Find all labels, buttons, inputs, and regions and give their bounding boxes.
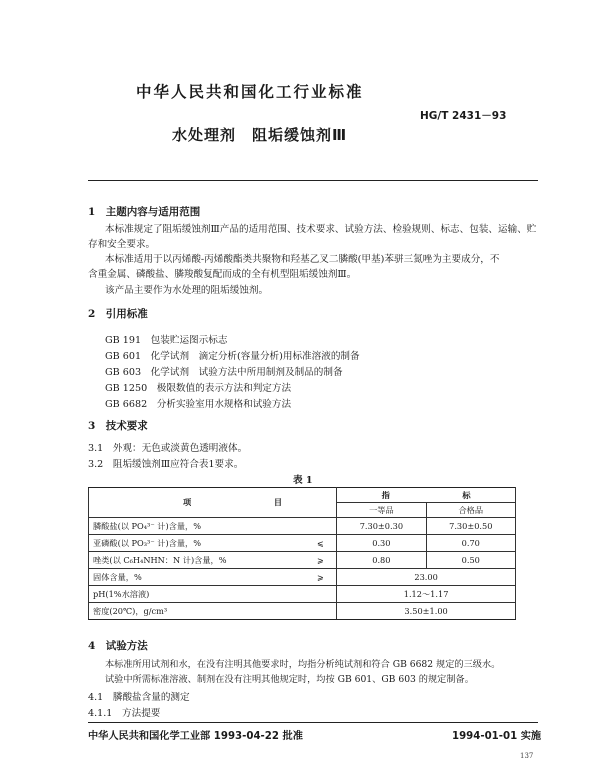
page-number: 137 — [520, 752, 534, 760]
reference-standard: GB 601 化学试剂 滴定分析(容量分析)用标准溶液的制备 — [105, 351, 360, 362]
section-4-para-1: 本标准所用试剂和水，在没有注明其他要求时，均指分析纯试剂和符合 GB 6682 规定的三级水。 — [105, 659, 501, 670]
row-label: pH(1%水溶液) — [89, 586, 305, 603]
table-header-item — [89, 488, 337, 518]
table-header-index — [337, 488, 516, 503]
requirement-table-ref: 3.2 阻垢缓蚀剂Ⅲ应符合表1要求。 — [88, 459, 244, 470]
row-sign: ⩾ — [305, 569, 337, 586]
document-title: 水处理剂 阻垢缓蚀剂Ⅲ — [172, 126, 348, 144]
table-header-item-b: 目 — [273, 497, 283, 507]
row-sign — [305, 586, 337, 603]
row-sign: ⩽ — [305, 535, 337, 552]
section-2-heading: 2 引用标准 — [88, 308, 148, 320]
section-1-para-2-line-2: 含重金属、磷酸盐、膦羧酸复配而成的全有机型阻垢缓蚀剂Ⅲ。 — [88, 269, 357, 280]
section-3-heading: 3 技术要求 — [88, 420, 148, 432]
section-4-heading: 4 试验方法 — [88, 640, 148, 652]
table-header-item-a: 项 — [183, 497, 192, 507]
issuer-approval: 中华人民共和国化学工业部 1993-04-22 批准 — [88, 731, 303, 742]
subsection-4-1: 4.1 膦酸盐含量的测定 — [88, 692, 190, 703]
spec-table — [88, 487, 516, 620]
org-title: 中华人民共和国化工行业标准 — [136, 83, 364, 101]
standard-code: HG/T 2431－93 — [420, 110, 507, 122]
row-label: 亚磷酸(以 PO₃³⁻ 计)含量，% — [89, 535, 305, 552]
section-4-para-2: 试验中所需标准溶液、制剂在没有注明其他规定时，均按 GB 601、GB 603 的规定制备。 — [105, 674, 474, 685]
table-header-index-a: 指 — [381, 489, 390, 500]
row-label: 固体含量，% — [89, 569, 305, 586]
row-label: 膦酸盐(以 PO₄³⁻ 计)含量，% — [89, 518, 305, 535]
row-value-merged: 1.12～1.17 — [337, 586, 516, 603]
reference-standard: GB 1250 极限数值的表示方法和判定方法 — [105, 383, 292, 394]
subsection-4-1-1: 4.1.1 方法提要 — [88, 708, 161, 719]
row-label: 密度(20℃)，g/cm³ — [89, 603, 305, 620]
row-value-grade1: 0.30 — [337, 535, 426, 552]
header-rule — [88, 180, 538, 181]
section-1-heading: 1 主题内容与适用范围 — [88, 206, 201, 218]
row-value-grade1: 0.80 — [337, 552, 426, 569]
reference-standard: GB 603 化学试剂 试验方法中所用制剂及制品的制备 — [105, 367, 343, 378]
row-value-grade2: 0.70 — [426, 535, 515, 552]
grade-qualified: 合格品 — [426, 503, 515, 518]
requirement-appearance: 3.1 外观：无色或淡黄色透明液体。 — [88, 443, 248, 454]
row-value-merged: 3.50±1.00 — [337, 603, 516, 620]
row-sign — [305, 518, 337, 535]
row-label: 唑类(以 C₆H₄NHN：N 计)含量，% — [89, 552, 305, 569]
row-value-merged: 23.00 — [337, 569, 516, 586]
section-1-para-2-line-1: 本标准适用于以丙烯酸-丙烯酸酯类共聚物和羟基乙叉二膦酸(甲基)苯骈三氮唑为主要成分，不 — [105, 254, 500, 265]
table-header-index-b: 标 — [462, 489, 471, 500]
grade-first-class: 一等品 — [337, 503, 426, 518]
effective-date: 1994-01-01 实施 — [452, 731, 542, 742]
row-sign: ⩾ — [305, 552, 337, 569]
footer-rule — [88, 722, 538, 723]
row-value-grade1: 7.30±0.30 — [337, 518, 426, 535]
row-value-grade2: 7.30±0.50 — [426, 518, 515, 535]
reference-standard: GB 6682 分析实验室用水规格和试验方法 — [105, 399, 292, 410]
row-sign — [305, 603, 337, 620]
row-value-grade2: 0.50 — [426, 552, 515, 569]
table-caption: 表 1 — [293, 475, 313, 486]
reference-standard: GB 191 包装贮运图示标志 — [105, 335, 228, 346]
section-1-para-3: 该产品主要作为水处理的阻垢缓蚀剂。 — [105, 285, 269, 296]
section-1-para-1-line-1: 本标准规定了阻垢缓蚀剂Ⅲ产品的适用范围、技术要求、试验方法、检验规则、标志、包装、运输、贮 — [105, 224, 537, 235]
section-1-para-1-line-2: 存和安全要求。 — [88, 239, 156, 250]
